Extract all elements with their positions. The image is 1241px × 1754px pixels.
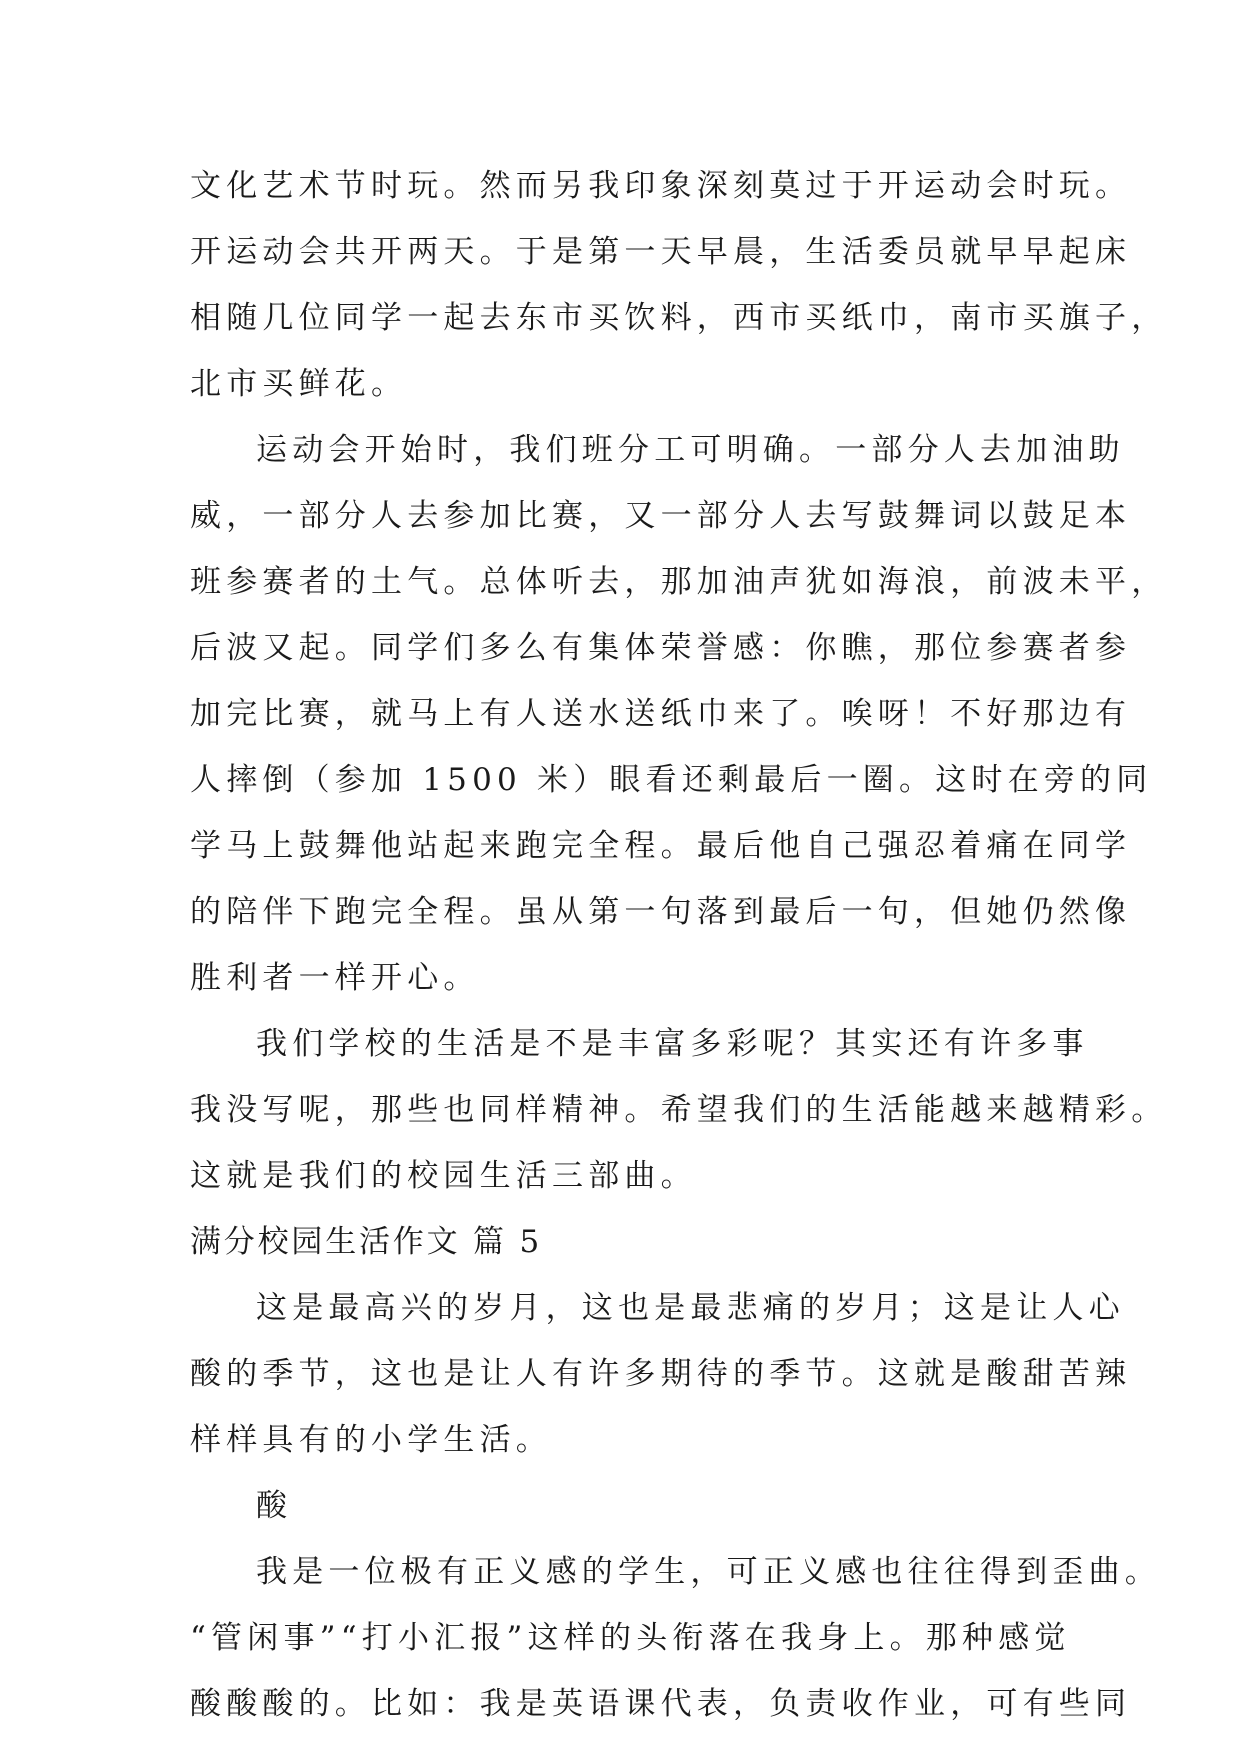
paragraph-start-line: 运动会开始时，我们班分工可明确。一部分人去加油助 <box>256 432 1125 468</box>
paragraph-start-line: 这是最高兴的岁月，这也是最悲痛的岁月；这是让人心 <box>256 1290 1125 1326</box>
text-line-19: 酸的季节，这也是让人有许多期待的季节。这就是酸甜苦辣 <box>190 1356 1132 1392</box>
paragraph-start-line: 我是一位极有正义感的学生，可正义感也往往得到歪曲。 <box>256 1554 1161 1590</box>
text-line-13: 胜利者一样开心。 <box>190 960 480 996</box>
text-line-23: “管闲事”“打小汇报”这样的头衔落在我身上。那种感觉 <box>190 1620 1071 1656</box>
text-line-8: 后波又起。同学们多么有集体荣誉感：你瞧，那位参赛者参 <box>190 630 1132 666</box>
text-line-10: 人摔倒（参加 1500 米）眼看还剩最后一圈。这时在旁的同 <box>190 762 1153 798</box>
text-line-1: 文化艺术节时玩。然而另我印象深刻莫过于开运动会时玩。 <box>190 168 1132 204</box>
text-line-24: 酸酸酸的。比如：我是英语课代表，负责收作业，可有些同 <box>190 1686 1132 1722</box>
text-line-16: 这就是我们的校园生活三部曲。 <box>190 1158 697 1194</box>
text-line-15: 我没写呢，那些也同样精神。希望我们的生活能越来越精彩。 <box>190 1092 1168 1128</box>
text-line-20: 样样具有的小学生活。 <box>190 1422 552 1458</box>
text-line-9: 加完比赛，就马上有人送水送纸巾来了。唉呀！不好那边有 <box>190 696 1132 732</box>
paragraph-start-line: 我们学校的生活是不是丰富多彩呢？其实还有许多事 <box>256 1026 1089 1062</box>
text-line-4: 北市买鲜花。 <box>190 366 408 402</box>
text-line-7: 班参赛者的土气。总体听去，那加油声犹如海浪，前波未平， <box>190 564 1168 600</box>
section-heading: 满分校园生活作文 篇 5 <box>190 1224 543 1260</box>
subheading-sour: 酸 <box>256 1488 293 1524</box>
text-line-6: 威，一部分人去参加比赛，又一部分人去写鼓舞词以鼓足本 <box>190 498 1132 534</box>
text-line-11: 学马上鼓舞他站起来跑完全程。最后他自己强忍着痛在同学 <box>190 828 1132 864</box>
text-line-2: 开运动会共开两天。于是第一天早晨，生活委员就早早起床 <box>190 234 1132 270</box>
text-line-12: 的陪伴下跑完全程。虽从第一句落到最后一句，但她仍然像 <box>190 894 1132 930</box>
text-line-3: 相随几位同学一起去东市买饮料，西市买纸巾，南市买旗子， <box>190 300 1168 336</box>
